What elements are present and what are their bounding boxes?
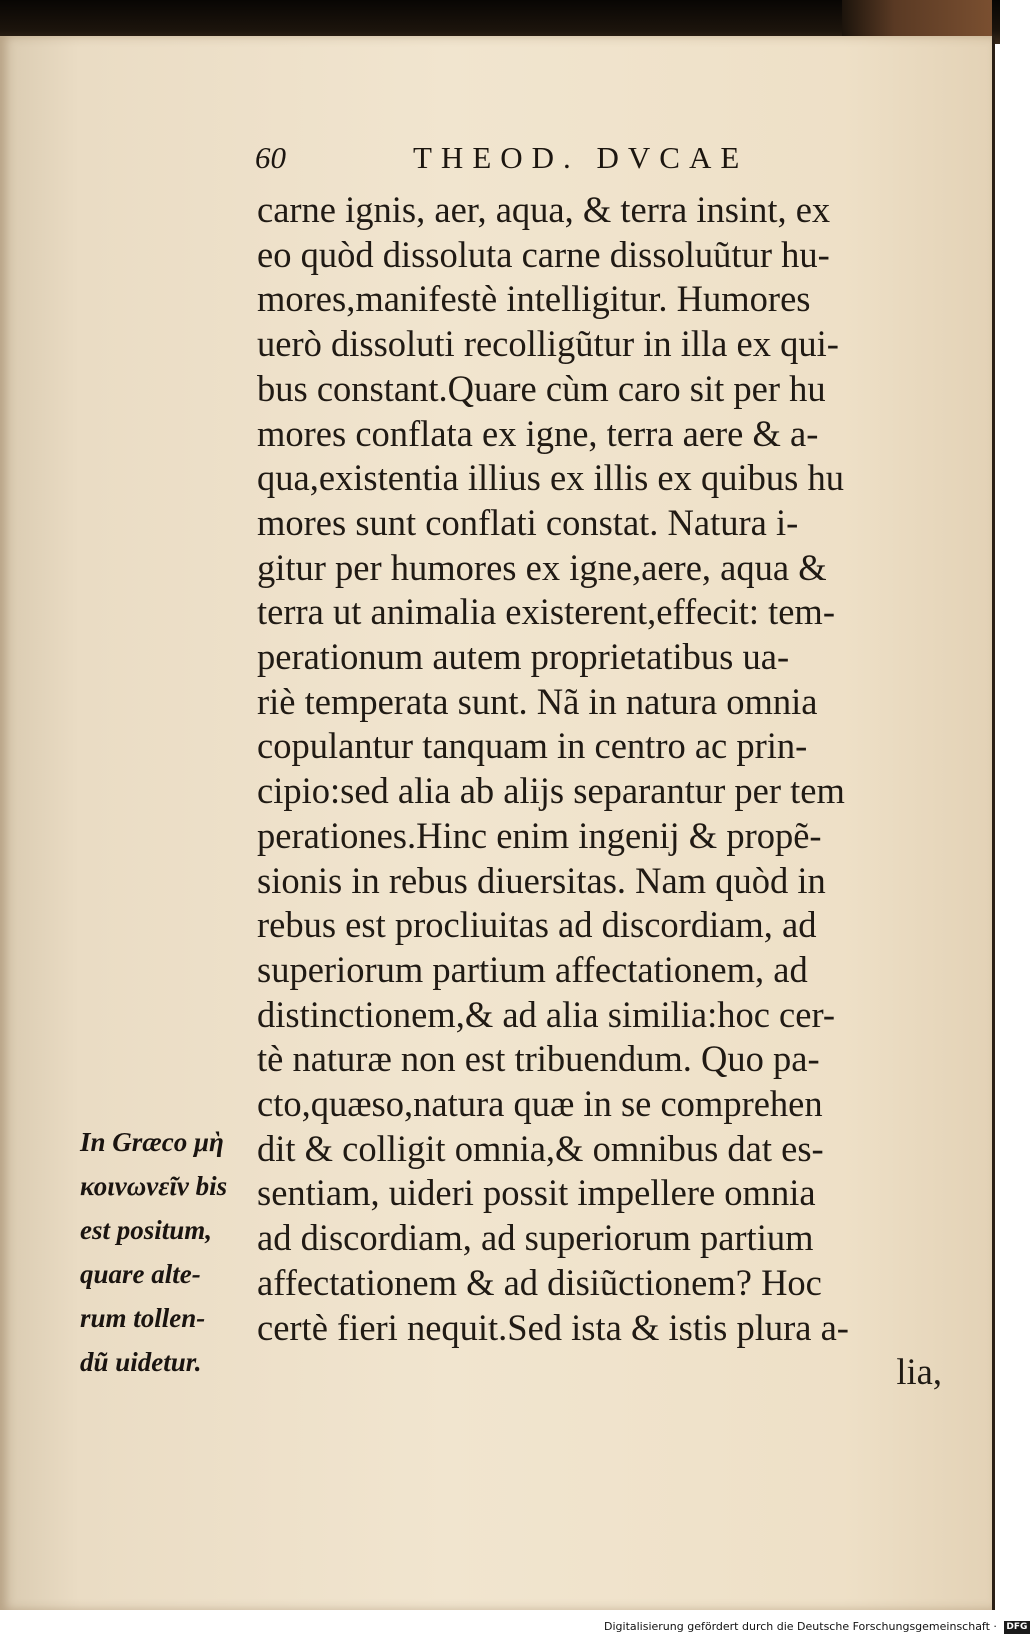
- text-line: eo quòd dissoluta carne dissoluũtur hu-: [257, 233, 830, 275]
- text-line: riè temperata sunt. Nã in natura omnia: [257, 680, 818, 722]
- text-line: cto,quæso,natura quæ in se comprehen: [257, 1083, 823, 1125]
- marginal-note-line: κοινωνεῖν bis: [80, 1171, 228, 1201]
- marginal-note-line: In Græco μὴ: [80, 1127, 224, 1157]
- text-line: terra ut animalia existerent,effecit: tem-: [257, 591, 835, 633]
- text-line: mores conflata ex igne, terra aere & a-: [257, 412, 819, 454]
- text-line: carne ignis, aer, aqua, & terra insint, ex: [257, 189, 831, 230]
- text-line: ad discordiam, ad superiorum partium: [257, 1217, 814, 1259]
- marginal-note-line: rum tollen-: [80, 1303, 206, 1333]
- text-line: cipio:sed alia ab alijs separantur per tem: [257, 770, 845, 812]
- page-number: 60: [255, 140, 286, 175]
- text-line: superiorum partium affectationem, ad: [257, 948, 808, 990]
- text-line: bus constant.Quare cùm caro sit per hu: [257, 367, 826, 409]
- text-line: copulantur tanquam in centro ac prin-: [257, 725, 808, 767]
- marginal-note-line: est positum,: [80, 1215, 213, 1245]
- text-line: mores,manifestè intelligitur. Humores: [257, 278, 811, 320]
- text-line: perationes.Hinc enim ingenij & propẽ-: [257, 814, 822, 856]
- credit-text: Digitalisierung gefördert durch die Deutsche Forschungsgemeinschaft ·: [604, 1620, 997, 1633]
- text-line: affectationem & ad disiũctionem? Hoc: [257, 1261, 822, 1303]
- text-line: dit & colligit omnia,& omnibus dat es-: [257, 1127, 824, 1169]
- text-line: tè naturæ non est tribuendum. Quo pa-: [257, 1038, 820, 1080]
- text-line: sentiam, uideri possit impellere omnia: [257, 1172, 816, 1214]
- running-head: THEOD. DVCAE: [413, 140, 749, 175]
- body-text: [257, 188, 942, 1395]
- digitization-credit: [604, 1620, 1028, 1638]
- text-line: lia,: [896, 1351, 942, 1393]
- marginal-note-line: dũ uidetur.: [80, 1347, 202, 1377]
- book-cover-edge: [842, 0, 992, 40]
- text-line: rebus est procliuitas ad discordiam, ad: [257, 904, 817, 946]
- dfg-logo-icon: DFG: [1004, 1621, 1030, 1634]
- text-line: uerò dissoluti recolligũtur in illa ex qui-: [257, 323, 839, 365]
- text-line: certè fieri nequit.Sed ista & istis plura a-: [257, 1306, 849, 1348]
- text-line: sionis in rebus diuersitas. Nam quòd in: [257, 859, 826, 901]
- text-line: perationum autem proprietatibus ua-: [257, 636, 790, 678]
- marginal-note: [80, 1120, 245, 1384]
- text-line: gitur per humores ex igne,aere, aqua &: [257, 546, 827, 588]
- text-line: distinctionem,& ad alia similia:hoc cer-: [257, 993, 836, 1035]
- text-line: qua,existentia illius ex illis ex quibus hu: [257, 457, 844, 499]
- text-line: mores sunt conflati constat. Natura i-: [257, 501, 799, 543]
- page-header: [255, 140, 795, 184]
- marginal-note-line: quare alte-: [80, 1259, 201, 1289]
